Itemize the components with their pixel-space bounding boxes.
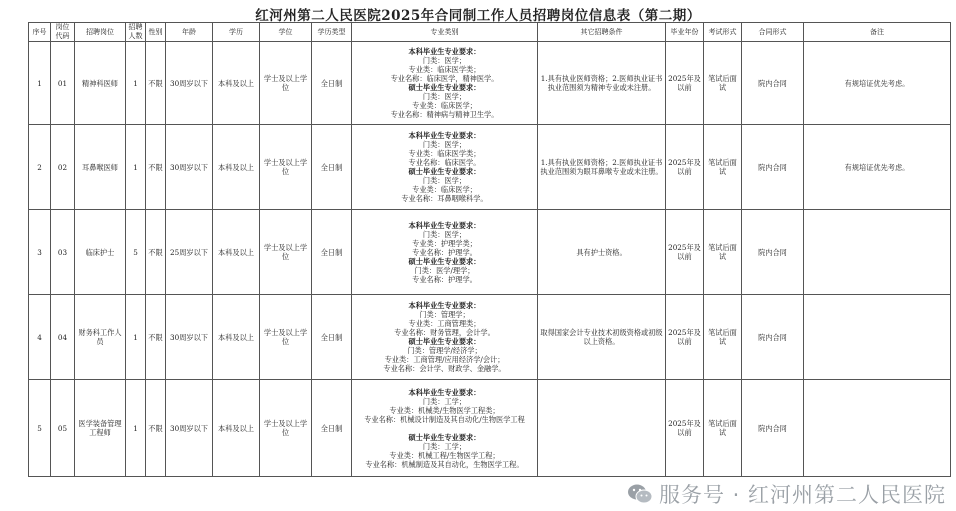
- cell-gender: 不限: [146, 210, 166, 295]
- cell-degree: 学士及以上学位: [260, 210, 312, 295]
- table-row: [29, 295, 951, 380]
- cell-remark: [804, 210, 951, 295]
- cell-exam: 笔试后面试: [704, 42, 742, 125]
- cell-contract: 院内合同: [742, 125, 804, 210]
- cell-major: [352, 210, 538, 295]
- major-line: 本科毕业生专业要求：: [408, 131, 481, 140]
- cell-no: 1: [29, 42, 51, 125]
- major-line: 门类：医学；: [422, 140, 467, 149]
- major-line: 专业名称：会计学、财政学、金融学。: [383, 364, 506, 373]
- cell-year: 2025年及以前: [666, 295, 704, 380]
- cell-edu: 本科及以上: [213, 210, 260, 295]
- major-line: 专业类：临床医学；: [412, 101, 477, 110]
- cell-major: [352, 380, 538, 477]
- major-line: 专业名称：临床医学，精神医学。: [390, 74, 499, 83]
- major-line: 门类：管理学；: [419, 310, 470, 319]
- major-line: 门类：医学；: [422, 176, 467, 185]
- cell-age: 30周岁以下: [166, 42, 213, 125]
- cell-remark: 有规培证优先考虑。: [804, 125, 951, 210]
- cell-post: 财务科工作人员: [75, 295, 126, 380]
- cell-count: 5: [126, 210, 146, 295]
- column-header: 年龄: [166, 23, 213, 42]
- cell-year: 2025年及以前: [666, 210, 704, 295]
- cell-contract: 院内合同: [742, 380, 804, 477]
- cell-count: 1: [126, 125, 146, 210]
- table-row: [29, 42, 951, 125]
- cell-remark: [804, 295, 951, 380]
- column-header: 毕业年份: [666, 23, 704, 42]
- cell-contract: 院内合同: [742, 210, 804, 295]
- column-header: 其它招聘条件: [538, 23, 666, 42]
- major-line: [354, 424, 535, 433]
- major-line: 本科毕业生专业要求：: [408, 387, 481, 397]
- major-line: 专业名称：护理学。: [412, 247, 477, 257]
- column-header: 学位: [260, 23, 312, 42]
- column-header: 学历类型: [312, 23, 352, 42]
- cell-code: 02: [51, 125, 75, 210]
- major-line: 专业类：临床医学类；: [408, 65, 481, 74]
- major-line: 专业类：护理学类；: [412, 238, 477, 248]
- cell-year: 2025年及以前: [666, 380, 704, 477]
- column-header: 招聘岗位: [75, 23, 126, 42]
- major-line: 本科毕业生专业要求：: [408, 301, 481, 310]
- major-line: 门类：工学；: [422, 396, 467, 406]
- cell-age: 30周岁以下: [166, 295, 213, 380]
- column-header: 招聘人数: [126, 23, 146, 42]
- major-line: 门类：管理学/经济学；: [407, 346, 482, 355]
- column-header: 性别: [146, 23, 166, 42]
- cell-cond: 1.具有执业医师资格；2.医师执业证书执业范围须为精神专业或未注册。: [538, 42, 666, 125]
- cell-age: 30周岁以下: [166, 380, 213, 477]
- cell-remark: [804, 380, 951, 477]
- cell-post: 医学装备管理工程师: [75, 380, 126, 477]
- column-header: 考试形式: [704, 23, 742, 42]
- watermark-text: 服务号 · 红河州第二人民医院: [658, 483, 946, 507]
- major-line: 本科毕业生专业要求：: [408, 47, 481, 56]
- major-line: 专业类：工商管理/应用经济学/会计；: [384, 355, 505, 364]
- major-line: 门类：工学；: [422, 441, 467, 451]
- table-row: [29, 210, 951, 295]
- major-line: 专业名称：精神病与精神卫生学。: [390, 110, 499, 119]
- cell-edu: 本科及以上: [213, 125, 260, 210]
- cell-cond: [538, 380, 666, 477]
- major-line: 专业名称：财务管理，会计学。: [394, 328, 495, 337]
- cell-edu-type: 全日制: [312, 125, 352, 210]
- cell-exam: 笔试后面试: [704, 125, 742, 210]
- cell-cond: 具有护士资格。: [538, 210, 666, 295]
- major-line: 门类：医学/理学；: [414, 265, 475, 275]
- major-line: 专业类：工商管理类；: [408, 319, 481, 328]
- major-line: 门类：医学；: [422, 56, 467, 65]
- cell-year: 2025年及以前: [666, 42, 704, 125]
- major-line: 专业名称：耳鼻咽喉科学。: [401, 194, 488, 203]
- major-line: 硕士毕业生专业要求：: [408, 83, 481, 92]
- cell-code: 01: [51, 42, 75, 125]
- major-line: 专业名称：临床医学。: [408, 158, 481, 167]
- major-line: 硕士毕业生专业要求：: [408, 167, 481, 176]
- cell-exam: 笔试后面试: [704, 380, 742, 477]
- cell-gender: 不限: [146, 42, 166, 125]
- cell-exam: 笔试后面试: [704, 295, 742, 380]
- cell-edu-type: 全日制: [312, 210, 352, 295]
- cell-major: [352, 42, 538, 125]
- cell-cond: 取得国家会计专业技术初级资格或初级以上资格。: [538, 295, 666, 380]
- cell-code: 04: [51, 295, 75, 380]
- major-line: 硕士毕业生专业要求：: [408, 432, 481, 442]
- cell-edu: 本科及以上: [213, 42, 260, 125]
- cell-gender: 不限: [146, 125, 166, 210]
- page-title: 红河州第二人民医院2025年合同制工作人员招聘岗位信息表（第二期）: [255, 8, 701, 24]
- column-header: 岗位代码: [51, 23, 75, 42]
- column-header: 合同形式: [742, 23, 804, 42]
- cell-no: 4: [29, 295, 51, 380]
- cell-major: [352, 125, 538, 210]
- cell-contract: 院内合同: [742, 42, 804, 125]
- major-line: 门类：医学；: [422, 229, 467, 239]
- cell-count: 1: [126, 295, 146, 380]
- cell-no: 5: [29, 380, 51, 477]
- cell-contract: 院内合同: [742, 295, 804, 380]
- column-header: 备注: [804, 23, 951, 42]
- cell-post: 耳鼻喉医师: [75, 125, 126, 210]
- major-line: 专业类：机械类/生物医学工程类；: [389, 405, 500, 415]
- major-line: 硕士毕业生专业要求：: [408, 337, 481, 346]
- table-header-row: [29, 23, 951, 42]
- major-line: 门类：医学；: [422, 92, 467, 101]
- column-header: 专业类别: [352, 23, 538, 42]
- cell-gender: 不限: [146, 295, 166, 380]
- cell-gender: 不限: [146, 380, 166, 477]
- major-line: 专业名称：护理学。: [412, 274, 477, 284]
- cell-code: 03: [51, 210, 75, 295]
- cell-edu: 本科及以上: [213, 380, 260, 477]
- cell-age: 30周岁以下: [166, 125, 213, 210]
- major-line: 本科毕业生专业要求：: [408, 220, 481, 230]
- cell-cond: 1.具有执业医师资格；2.医师执业证书执业范围须为眼耳鼻喉专业或未注册。: [538, 125, 666, 210]
- table-row: [29, 380, 951, 477]
- wechat-logo-icon: [627, 483, 653, 505]
- cell-age: 25周岁以下: [166, 210, 213, 295]
- cell-code: 05: [51, 380, 75, 477]
- cell-count: 1: [126, 42, 146, 125]
- table-row: [29, 125, 951, 210]
- cell-major: [352, 295, 538, 380]
- cell-no: 2: [29, 125, 51, 210]
- cell-post: 精神科医师: [75, 42, 126, 125]
- major-line: 硕士毕业生专业要求：: [408, 256, 481, 266]
- major-line: 专业类：临床医学类；: [408, 149, 481, 158]
- cell-no: 3: [29, 210, 51, 295]
- major-line: 专业名称：机械制造及其自动化，生物医学工程。: [365, 459, 524, 469]
- cell-post: 临床护士: [75, 210, 126, 295]
- cell-remark: 有规培证优先考虑。: [804, 42, 951, 125]
- cell-count: 1: [126, 380, 146, 477]
- cell-edu-type: 全日制: [312, 380, 352, 477]
- cell-degree: 学士及以上学位: [260, 42, 312, 125]
- cell-degree: 学士及以上学位: [260, 125, 312, 210]
- column-header: 序号: [29, 23, 51, 42]
- cell-edu-type: 全日制: [312, 42, 352, 125]
- cell-edu-type: 全日制: [312, 295, 352, 380]
- major-line: 专业类：临床医学；: [412, 185, 477, 194]
- cell-degree: 学士及以上学位: [260, 380, 312, 477]
- watermark: [627, 479, 946, 509]
- column-header: 学历: [213, 23, 260, 42]
- cell-year: 2025年及以前: [666, 125, 704, 210]
- cell-degree: 学士及以上学位: [260, 295, 312, 380]
- cell-edu: 本科及以上: [213, 295, 260, 380]
- major-line: 专业类：机械工程/生物医学工程；: [389, 450, 500, 460]
- recruitment-table: [28, 22, 951, 477]
- cell-exam: 笔试后面试: [704, 210, 742, 295]
- major-line: 专业名称：机械设计制造及其自动化/生物医学工程: [364, 414, 525, 424]
